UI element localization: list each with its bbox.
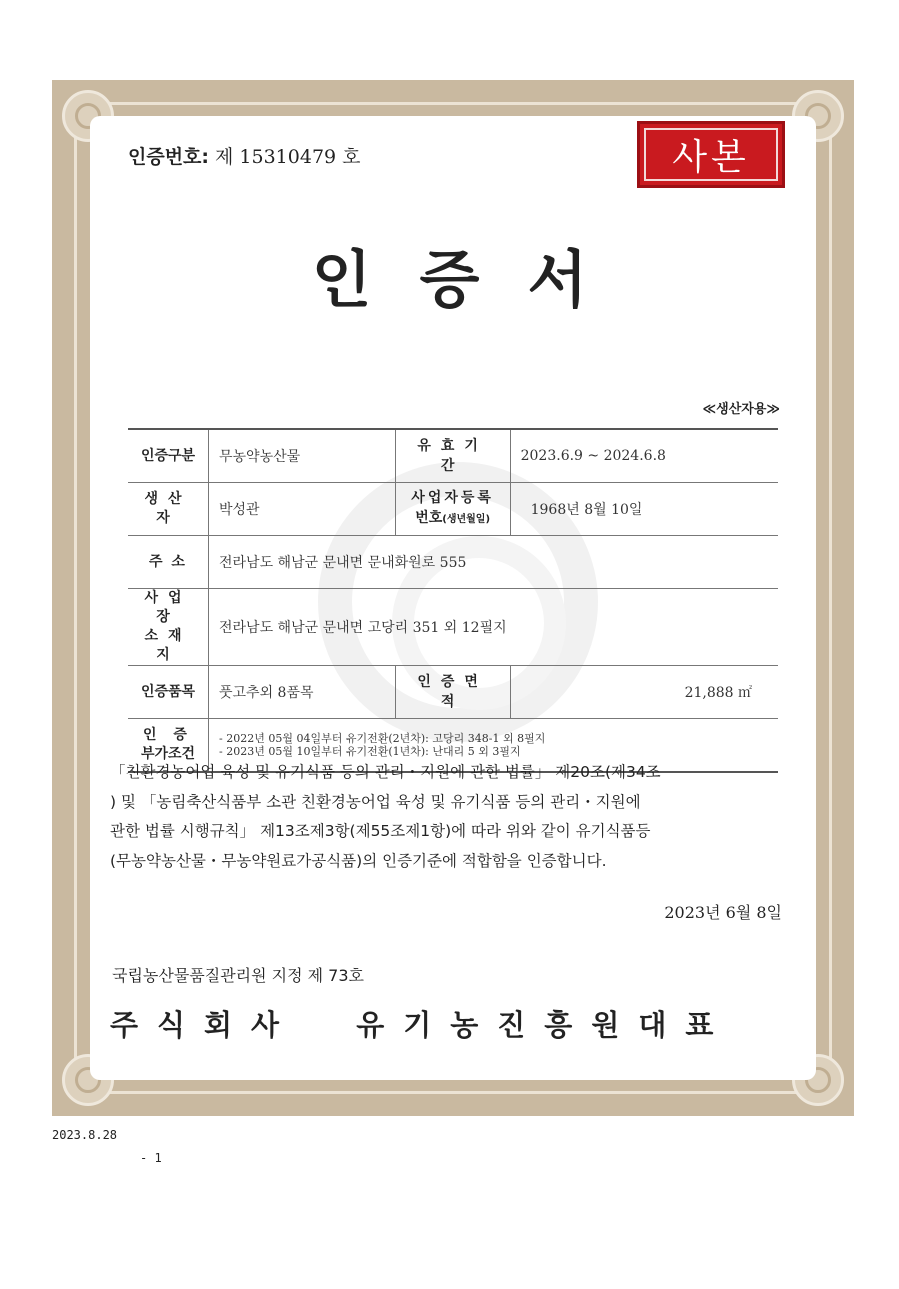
site-label-line2: 소재지 [144,628,192,663]
certification-statement [110,758,790,876]
statement-line: 관한 법률 시행규칙」 제13조제3항(제55조제1항)에 따라 위와 같이 유기식품등 [110,822,651,840]
validity-value: 2023.6.9 ~ 2024.6.8 [510,429,778,483]
address-value: 전라남도 해남군 문내면 문내화원로 555 [209,536,779,589]
registration-label-line2 [406,508,500,530]
cert-item-value: 풋고추외 8품목 [209,666,396,719]
print-date: 2023.8.28 [52,1128,118,1142]
statement-line: ) 및 「농림축산식품부 소관 친환경농어업 육성 및 유기식품 등의 관리・지원에 [110,792,641,811]
cert-category-label: 인증구분 [128,429,209,483]
site-label-line1: 사업장 [144,590,192,625]
producer-label: 생산자 [128,483,209,536]
cert-category-value: 무농약농산물 [209,429,396,483]
certificate-number-label: 인증번호: [128,146,210,168]
statement-line: (무농약농산물・무농약원료가공식품)의 인증기준에 적합함을 인증합니다. [110,851,607,870]
table-row [128,429,778,483]
agency-designation: 국립농산물품질관리원 지정 제 73호 [112,966,365,985]
registration-value: 1968년 8월 10일 [510,483,778,536]
cert-area-label: 인증면적 [395,666,510,719]
copy-stamp-text: 사본 [644,128,778,181]
table-row [128,536,778,589]
validity-label: 유효기간 [395,429,510,483]
cert-area-value: 21,888 ㎡ [510,666,778,719]
statement-line: 「친환경농어업 육성 및 유기식품 등의 관리・지원에 관한 법률」 제20조(제34조 [110,763,661,781]
registration-label-line1: 사업자등록 [411,490,494,506]
site-value: 전라남도 해남군 문내면 고당리 351 외 12필지 [209,589,779,666]
condition-item: - 2022년 05월 04일부터 유기전환(2년차): 고당리 348-1 외 8필지 [219,732,546,745]
registration-label-number: 번호 [415,510,443,526]
address-label: 주 소 [128,536,209,589]
issue-date: 2023년 6월 8일 [664,903,782,922]
page-number: - 1 [140,1151,162,1165]
producer-value: 박성관 [209,483,396,536]
condition-label-line1: 인 증 [143,727,193,743]
certificate-info-table [128,428,778,773]
registration-label-birthdate: (생년월일) [442,514,491,525]
certificate-number [128,142,361,169]
table-row [128,483,778,536]
table-row [128,666,778,719]
table-row [128,589,778,666]
cert-item-label: 인증품목 [128,666,209,719]
issuer-name: 주식회사 유기농진흥원대표 [110,1008,733,1042]
registration-label [395,483,510,536]
site-label [128,589,209,666]
usage-type: ≪생산자용≫ [702,402,780,417]
condition-label-line2: 부가조건 [140,746,196,762]
certificate-number-value: 제 15310479 호 [215,146,361,168]
document-title: 인증서 [311,243,636,316]
condition-item: - 2023년 05월 10일부터 유기전환(1년차): 난대리 5 외 3필지 [219,745,521,758]
copy-stamp [637,121,785,188]
